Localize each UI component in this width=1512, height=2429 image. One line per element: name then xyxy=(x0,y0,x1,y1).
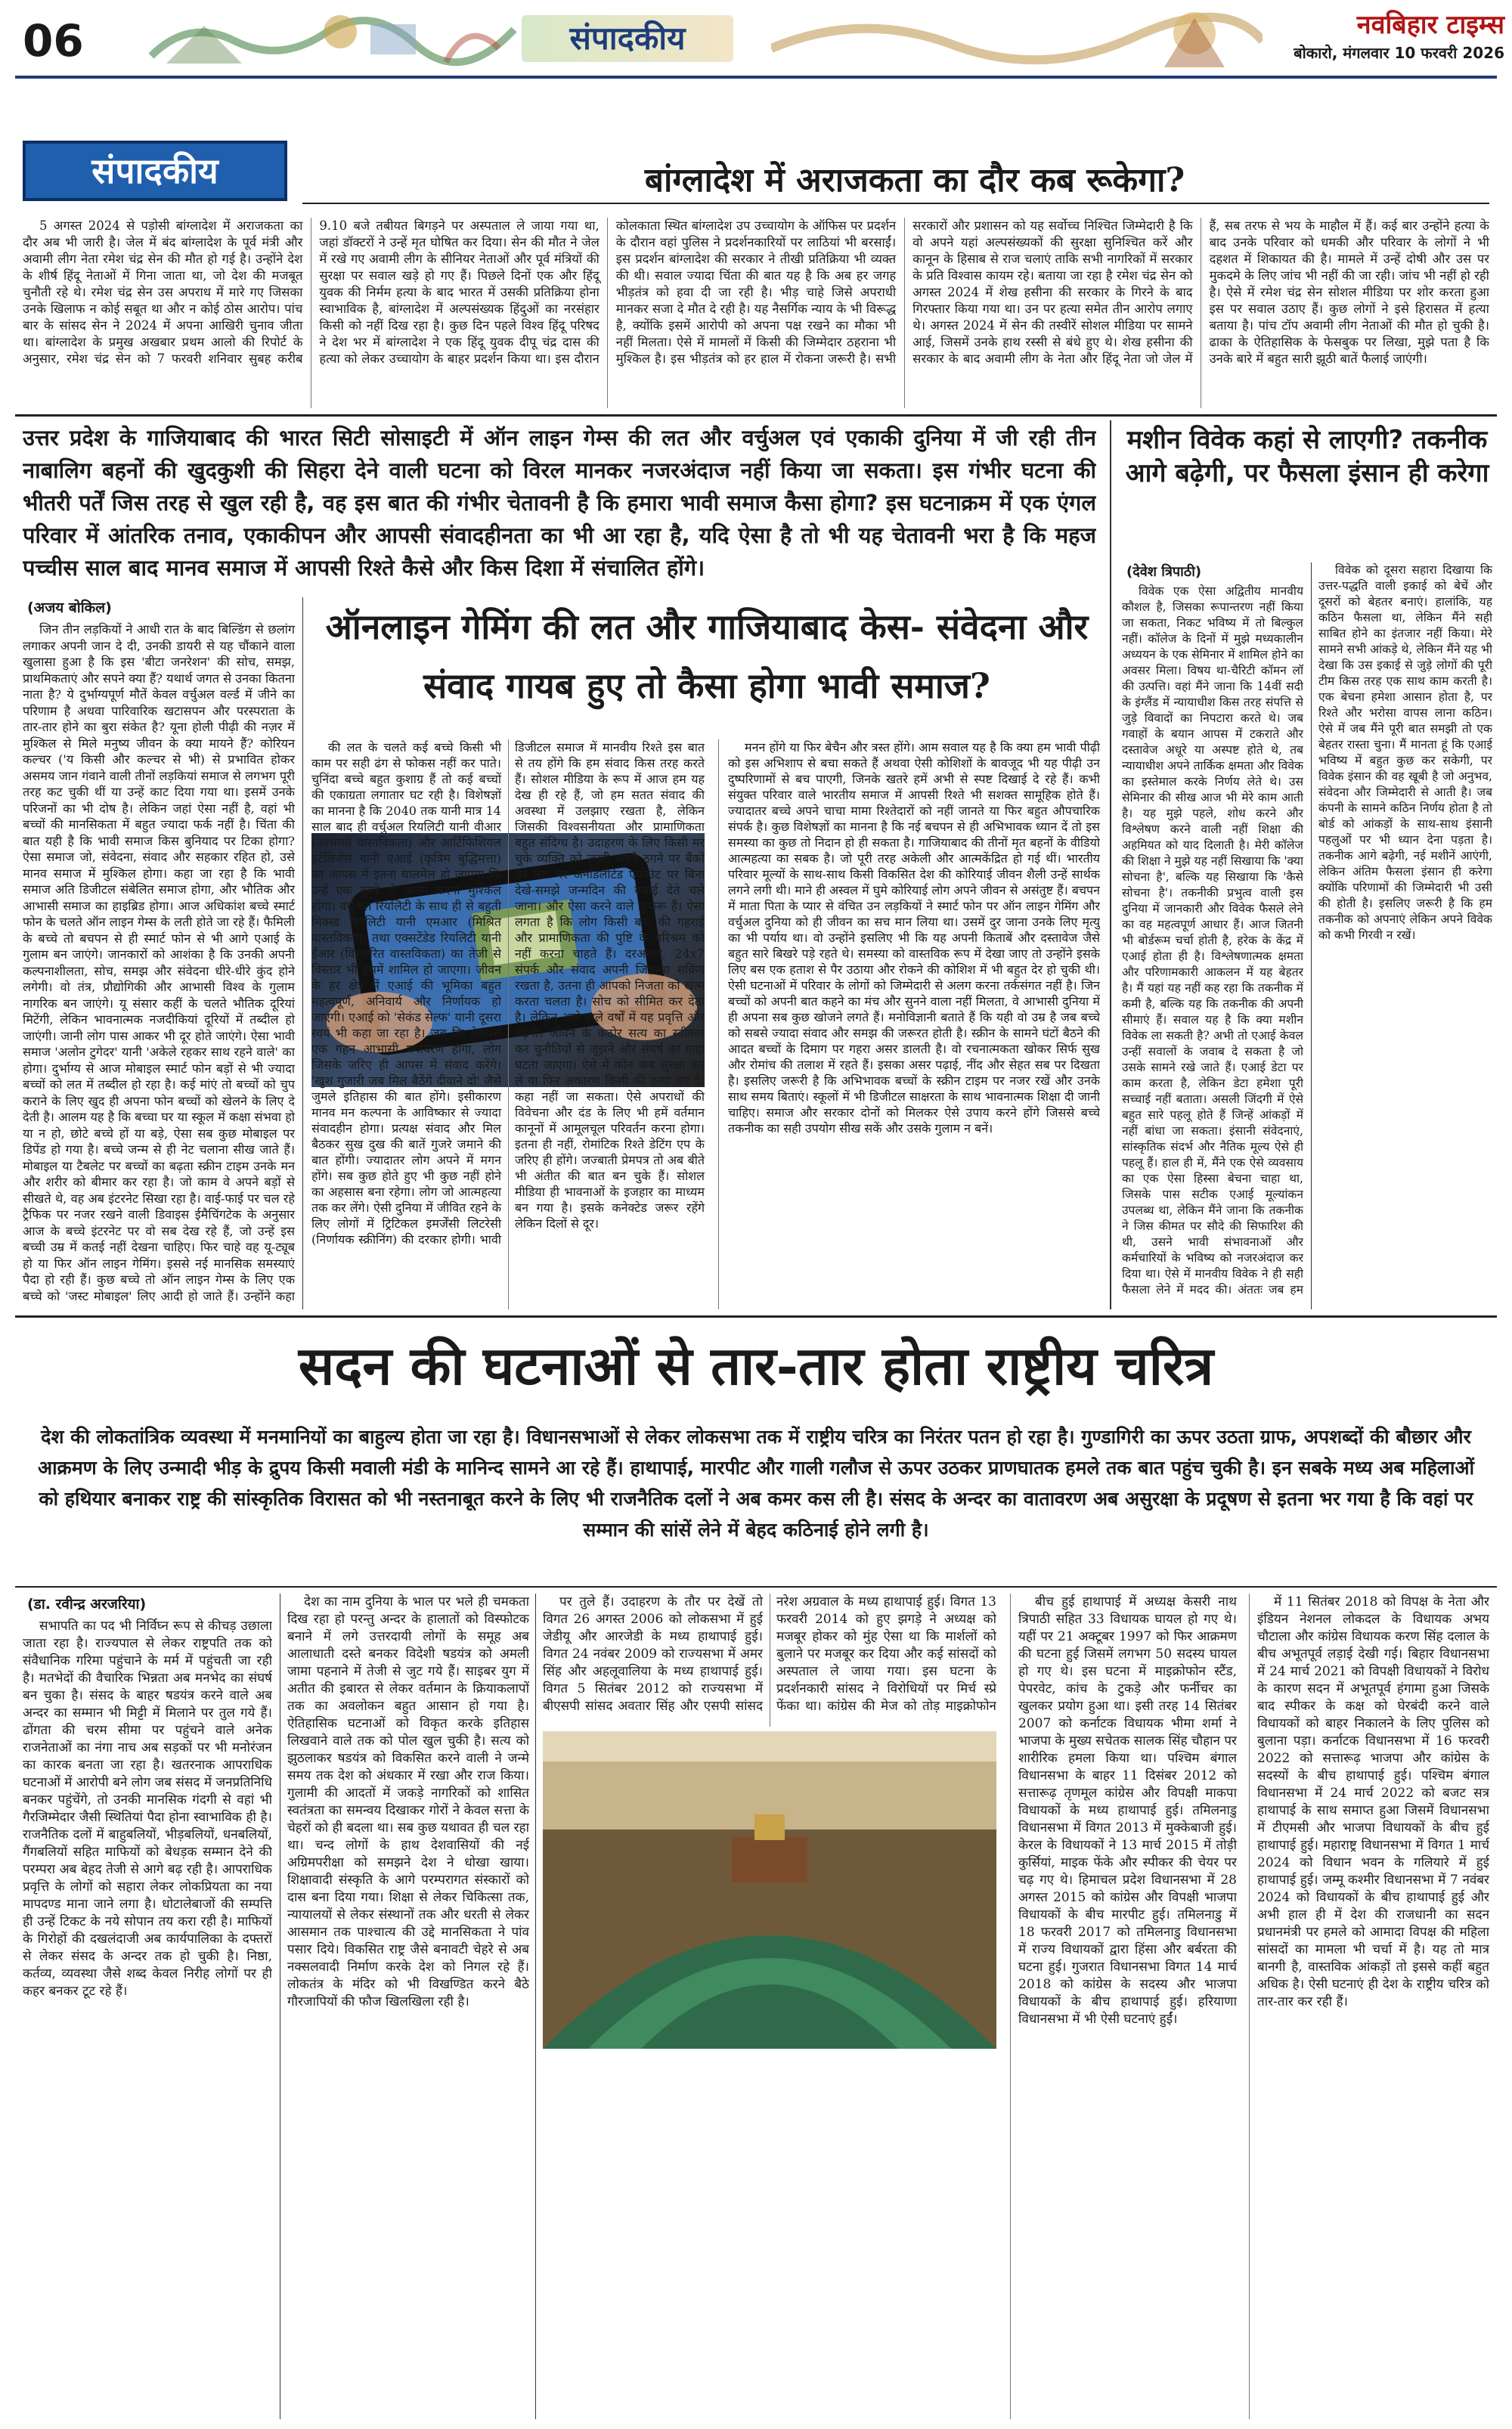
masthead-art-left xyxy=(144,3,522,71)
sidebar-text: विवेक एक ऐसा अद्वितीय मानवीय कौशल है, जिसका रूपान्तरण नहीं किया जा सकता, निकट भविष्य में तो बिल्कुल नहीं। कॉलेज के दिनों में मुझे मध्यकालीन अध्ययन के एक सेमिनार में शामिल होने का अवसर मिला। विषय था-चैरिटी कॉमन लॉ की उत्पत्ति। वहां मैंने जाना कि 14वीं सदी के इंग्लैंड में न्यायाधीश किस तरह संपत्ति से जुड़े विवादों का निपटारा करते थे। जब गवाहों के बयान आपस में टकराते और दस्तावेज अधूरे या अस्पष्ट होते थे, तब न्यायाधीश अपने तार्किक क्षमता और विवेक का इस्तेमाल करके निर्णय लेते थे। उस सेमिनार की सीख आज भी मेरे काम आती है। यह मुझे पहले, शोध करने और विश्लेषण करने वाली नहीं शिक्षा की अहमियत को याद दिलाती है। मेरी कॉलेज की शिक्षा ने मुझे यह नहीं सिखाया कि 'क्या सोचना है', बल्कि यह सिखाया कि 'कैसे सोचना है'। तकनीकी प्रभुत्व वाली इस दुनिया में जानकारी और विवेक फैसले लेने का वह महत्वपूर्ण आधार हैं। आज जितनी भी बोर्डरूम चर्चा होती है, हरेक के केंद्र में एआई होता ही है। विश्लेषणात्मक क्षमता और परिणामकारी आकलन में यह बेहतर है। मैं यहां यह नहीं कह रहा कि तकनीक में कमी है, बल्कि यह कि तकनीक की अपनी सीमाएं हैं। सवाल यह है कि क्या मशीन विवेक ला सकती है? अभी तो एआई केवल उन्हीं सवालों के जवाब दे सकता है जो उसके सामने रखे जाते हैं। एआई डेटा पर काम करता है, लेकिन डेटा हमेशा पूरी सच्चाई नहीं बताता। असली जिंदगी में ऐसे बहुत सारे पहलू होते हैं जिन्हें आंकड़ों में नहीं बांधा जा सकता। इंसानी संवेदनाएं, सांस्कृतिक संदर्भ और नैतिक मूल्य ऐसे ही पहलू हैं। हाल ही में, मैंने एक ऐसे व्यवसाय का एक ऐसा हिस्सा बेचना चाहा था, जिसके पास सटीक एआई मूल्यांकन उपलब्ध था, लेकिन मैंने जाना कि तकनीक ने जिस कीमत पर सौदे की सिफारिश की थी, उसने भावी संभावनाओं और कर्मचारियों के भविष्य को नजरअंदाज कर दिया था। ऐसे में मानवीय विवेक ने ही सही फैसला लेने में मदद की। अंततः जब हम xyxy=(1122,584,1303,1297)
lower-byline: (डा. रवीन्द्र अरजरिया) xyxy=(27,1596,147,1613)
paper-name: नवबिहार टाइम्स xyxy=(1356,10,1504,40)
page-number: 06 xyxy=(23,15,84,67)
lead-col-left xyxy=(23,621,295,1309)
lead-col-divider xyxy=(302,597,303,1309)
lead-byline: (अजय बोकिल) xyxy=(27,600,112,616)
lower-intro: देश की लोकतांत्रिक व्यवस्था में मनमानियों का बाहुल्य होता जा रहा है। विधानसभाओं से लेकर लोकसभा तक में राष्ट्रीय चरित्र का निरंतर पतन हो रहा है। गुण्डागिरी का ऊपर उठता ग्राफ, अपशब्दों की बौछार और आक्रमण के लिए उन्मादी भीड़ के द्रुपय किसी मवाली मंडी के मानिन्द सामने आ रहे हैं। हाथापाई, मारपीट और गाली गलौज से ऊपर उठकर प्राणघातक हमले तक बात पहुंच चुकी है। इन सबके मध्य अब महिलाओं को हथियार बनाकर राष्ट्र की सांस्कृतिक विरासत को भी नस्तनाबूत करने के लिए भी राजनैतिक दलों ने अब कमर कस ली है। संसद के अन्दर का वातावरण अब असुरक्षा के प्रदूषण से इतना भर गया है कि वहां पर सम्मान की सांसें लेने में बेहद कठिनाई होने लगी है। xyxy=(37,1426,1475,1541)
sidebar-text-2: विवेक को दूसरा सहारा दिखाया कि उत्तर-पद्धति वाली इकाई को बेचें और दूसरों को बेहतर बनाएं। हालांकि, यह कठिन फैसला था, लेकिन मैंने सही साबित होने का इंतजार नहीं किया। मेरे सामने सभी आंकड़े थे, लेकिन मैंने यह भी देखा कि उस इकाई से जुड़े लोगों की पूरी टीम किस तरह एक साथ काम करती है। एक बेचना हमेशा आसान होता है, पर रिश्ते और भरोसा वापस लाना कठिन। ऐसे में जब मैंने पूरी बात समझी तो एक बेहतर रास्ता चुना। मैं मानता हूं कि एआई भविष्य में बहुत कुछ कर सकेगी, पर विवेक इंसान की वह खूबी है जो अनुभव, संवेदना और जिम्मेदारी से आती है। जब कंपनी के सामने कठिन निर्णय होता है तो बोर्ड को आंकड़ों के साथ-साथ इंसानी पहलुओं पर भी ध्यान देना पड़ता है। तकनीक आगे बढ़ेगी, नई मशीनें आएंगी, लेकिन अंतिम फैसला इंसान ही करेगा क्योंकि परिणामों की जिम्मेदारी भी उसी की होती है। इसलिए जरूरी है कि हम तकनीक को अपनाएं लेकिन अपने विवेक को कभी गिरवी न रखें। xyxy=(1318,563,1492,942)
masthead-rule xyxy=(15,76,1497,79)
lower-col-5-text: में 11 सितंबर 2018 को विपक्ष के नेता और इंडियन नेशनल लोकदल के विधायक अभय चौटाला और कांग्रेस विधायक करण सिंह दलाल के बीच अभूतपूर्व लड़ाई देखी गई। बिहार विधानसभा में 24 मार्च 2021 को विपक्षी विधायकों ने विरोध के कारण सदन में अभूतपूर्व हंगामा हुआ जिसके बाद स्पीकर के कक्ष को घेरबंदी करने वाले विधायकों को बाहर निकालने के लिए पुलिस को बुलाना पड़ा। कर्नाटक विधानसभा में 16 फरवरी 2022 को सत्तारूढ़ भाजपा और कांग्रेस के सदस्यों के बीच हाथापाई हुई। पश्चिम बंगाल विधानसभा में 24 मार्च 2022 को बजट सत्र हाथापाई के साथ समाप्त हुआ जिसमें विधानसभा में टीएमसी और भाजपा विधायकों के बीच हुई हाथापाई हुई। महाराष्ट्र विधानसभा में विगत 1 मार्च 2024 को विधान भवन के गलियारे में हुई हाथापाई हुई। जम्मू कश्मीर विधानसभा में 7 नवंबर 2024 को विधायकों के बीच हाथापाई हुई और अभी हाल ही में देश की राजधानी का सदन प्रधानमंत्री पर हमले को आमादा विपक्ष की महिला सांसदों का मामला भी चर्चा में है। यह तो मात्र बानगी है, वास्तविक आंकड़ों तो इससे कहीं बहुत अधिक है। ऐसी घटनाएं ही देश के राष्ट्रीय चरित्र को तार-तार कर रही हैं। xyxy=(1257,1594,1489,2009)
lower-col-5 xyxy=(1249,1594,1489,2419)
lower-intro-rule xyxy=(15,1586,1497,1588)
lower-col-4-text: बीच हुई हाथापाई में अध्यक्ष केसरी नाथ त्रिपाठी सहित 33 विधायक घायल हो गए थे। यहीं पर 21 अक्टूबर 1997 को फिर आक्रमण की घटना हुई जिसमें लगभग 50 सदस्य घायल हो गए थे। इस घटना में माइक्रोफोन स्टैंड, पेपरवेट, कांच के टुकड़े और फर्नीचर का खुलकर प्रयोग हुआ था। इसी तरह 14 सितंबर 2007 को कर्नाटक विधायक भीमा शर्मा ने भाजपा के मुख्य सचेतक सालक सिंह चौहान पर शारीरिक हमला किया था। पश्चिम बंगाल विधानसभा के बाहर 11 दिसंबर 2012 को सत्तारूढ़ तृणमूल कांग्रेस और विपक्षी माकपा विधायकों के मध्य हाथापाई हुई। तमिलनाडु विधानसभा में विगत 2013 में मुक्केबाजी हुई। केरल के विधायकों ने 13 मार्च 2015 में तोड़ी कुर्सियां, माइक फेंके और स्पीकर की चेयर पर चढ़ गए थे। हिमाचल प्रदेश विधानसभा में 28 अगस्त 2015 को कांग्रेस और विपक्षी भाजपा विधायकों के बीच मारपीट हुई। तमिलनाडु में 18 फरवरी 2017 को तमिलनाडु विधानसभा में राज्य विधायकों द्वारा हिंसा और बर्बरता की घटना हुई। गुजरात विधानसभा विगत 14 मार्च 2018 को कांग्रेस के सदस्य और भाजपा विधायकों के बीच हाथापाई हुई। हरियाणा विधानसभा में भी ऐसी घटनाएं हुईं। xyxy=(1018,1594,1237,2027)
masthead xyxy=(0,0,1512,76)
lead-intro: उत्तर प्रदेश के गाजियाबाद की भारत सिटी सोसाइटी में ऑन लाइन गेम्स की लत और वर्चुअल एवं एकाकी दुनिया में जी रही तीन नाबालिग बहनों की खुदकुशी की सिहरा देने वाली घटना को विरल मानकर नजरअंदाज नहीं किया जा सकता। इस गंभीर घटना की भीतरी पर्तें जिस तरह से खुल रही है, वह इस बात की गंभीर चेतावनी है कि हमारा भावी समाज कैसा होगा? इस घटनाक्रम में एक एंगल परिवार में आंतरिक तनाव, एकाकीपन और आपसी संवादहीनता का भी आ रहा है, यदि ऐसा है तो भी यह चेतावनी भरा है कि महज पच्चीस साल बाद मानव समाज में आपसी रिश्ते कैसे और किस दिशा में संचालित होंगे। xyxy=(23,425,1096,581)
editorial-paragraph: 5 अगस्त 2024 से पड़ोसी बांग्लादेश में अराजकता का दौर अब भी जारी है। जेल में बंद बांग्लादेश के पूर्व मंत्री और अवामी लीग नेता रमेश चंद्र सेन की मौत हो गई है। उन्होंने देश के शीर्ष हिंदू नेताओं में गिना जाता था, जो देश की मजबूत चुनौती रहे थे। रमेश चंद्र सेन उस अपराध में मारे गए जिसका उनके खिलाफ न कोई सबूत था और न कोई ठोस आरोप। पांच बार के सांसद सेन ने 2024 में अपना आखिरी चुनाव जीता था। बांग्लादेश के प्रमुख अखबार प्रथम आलो की रिपोर्ट के अनुसार, रमेश चंद्र सेन को 7 फरवरी शनिवार सुबह करीब 9.10 बजे तबीयत बिगड़ने पर अस्पताल ले जाया गया था, जहां डॉक्टरों ने उन्हें मृत घोषित कर दिया। सेन की मौत ने जेल में रखे गए अवामी लीग के सीनियर नेताओं और पूर्व मंत्रियों की सुरक्षा पर सवाल खड़े हो गए हैं। पिछले दिनों एक और हिंदू युवक की निर्मम हत्या के बाद भारत में उसकी प्रतिक्रिया होना स्वाभाविक है, बांग्लादेश में अल्पसंख्यक हिंदुओं का नरसंहार किसी को नहीं दिख रहा है। कुछ दिन पहले विश्व हिंदू परिषद ने देश भर में बांग्लादेश ने एक हिंदू युवक दीपू चंद्र दास की हत्या को लेकर उच्चायोग के बाहर प्रदर्शन किया था। इस दौरान कोलकाता स्थित बांग्लादेश उप उच्चायोग के ऑफिस पर प्रदर्शन के दौरान वहां पुलिस ने प्रदर्शनकारियों पर लाठियां भी बरसाईं। इस प्रदर्शन बांग्लादेश की सरकार ने तीखी प्रतिक्रिया भी व्यक्त की थी। सवाल ज्यादा चिंता की बात यह है कि अब हर जगह भीड़तंत्र को हवा दी जा रही है। भीड़ चाहे जिसे अपराधी मानकर सजा दे मौत दे रही है। यह नैसर्गिक न्याय के भी विरूद्ध है, क्योंकि इसमें आरोपी को अपना पक्ष रखने का मौका भी नहीं मिलता। ऐसे में मामलों में किसी की जिम्मेदार ठहराना भी मुश्किल है। इस भीड़तंत्र को हर हाल में रोकना जरूरी है। सभी सरकारों और प्रशासन को यह सर्वोच्च निश्चित जिम्मेदारी है कि वो अपने यहां अल्पसंख्यकों की सुरक्षा सुनिश्चित करें और कानून के हिसाब से राज चलाएं ताकि सभी नागरिकों में सरकार के प्रति विश्वास कायम रहे। बताया जा रहा है रमेश चंद्र सेन को अगस्त 2024 में शेख हसीना की सरकार के गिरने के बाद गिरफ्तार किया गया था। उन पर हत्या समेत तीन आरोप लगाए थे। अगस्त 2024 में सेन की तस्वीरें सोशल मीडिया पर सामने आई, जिसमें उनके हाथ रस्सी से बंधे हुए थे। शेख हसीना की सरकार के बाद अवामी लीग के नेता और हिंदू नेता जो जेल में हैं, सब तरफ से भय के माहौल में हैं। कई बार उन्होंने हत्या के बाद उनके परिवार को धमकी और परिवार के लोगों ने भी दहशत में शिकायत की है। मामले में उन्हें दोषी और उस पर मुकदमे के लिए जांच भी नहीं की जा रही। जांच भी नहीं हो रही है। ऐसे में रमेश चंद्र सेन सोशल मीडिया पर शोर करता हुआ इस पर सवाल उठाए हैं। कुछ लोगों ने इसे हिरासत में हत्या बताया है। पांच टॉप अवामी लीग नेताओं की मौत हो चुकी है। ढाका के ऐतिहासिक के फेसबुक पर लिखा, मुझे पता है कि उनके बारे में बहुत सारी झूठी बातें फैलाई जाएंगी। xyxy=(23,218,1489,366)
section-title: संपादकीय xyxy=(569,20,686,57)
editorial-headline-rule xyxy=(302,203,1489,204)
parliament-photo xyxy=(543,1731,996,2049)
decorative-artwork-right xyxy=(771,3,1263,71)
lower-col-3-top: पर तुले हैं। उदाहरण के तौर पर देखें तो विगत 26 अगस्त 2006 को लोकसभा में हुई जेडीयू और आरजेडी के मध्य हाथापाई हुई। विगत 24 नवंबर 2009 को राज्यसभा में अमर सिंह और अहलूवालिया के मध्य हाथापाई हुई। विगत 5 सितंबर 2012 को राज्यसभा में बीएसपी सांसद अवतार सिंह और एसपी सांसद नरेश अग्रवाल के मध्य हाथापाई हुई। विगत 13 फरवरी 2014 को हुए झगड़े ने अध्यक्ष को मजबूर होकर को मुंह ऐसा था कि मार्शलों को बुलाने पर मजबूर कर दिया और कई सांसदों को अस्पताल ले जाया गया। इस घटना के प्रदर्शनकारी सांसद ने विरोधियों पर मिर्च स्प्रे फेंका था। कांग्रेस की मेज को तोड़ माइक्रोफोन xyxy=(543,1594,996,1714)
lead-col-left-text: जिन तीन लड़कियों ने आधी रात के बाद बिल्डिंग से छलांग लगाकर अपनी जान दे दी, उनकी डायरी से यह चौंकाने वाला खुलासा हुआ है कि इस 'बीटा जनरेशन' की सोच, समझ, प्राथमिकताएं और सपने क्या हैं? यथार्थ जगत से उनका कितना नाता है? ये दुर्भाग्यपूर्ण मौतें केवल वर्चुअल वर्ल्ड में जीने का परिणाम है अथवा पारिवारिक खटासपन और परस्पराता के तार-तार होने का बुरा संकेत है? यूना होली पीढ़ी की नज़र में मुश्किल से मिले मनुष्य जीवन के क्या मायने हैं? कोरियन कल्चर ('य किसी और कल्चर से भी) से प्रभावित होकर असमय जान गंवाने वाली तीनों लड़कियां समाज से लगभग पूरी तरह कट चुकी थीं या उन्हें काट दिया गया था। इसमें उनके परिजनों का भी दोष है। लेकिन जहां ऐसा नहीं है, वहां भी बच्चों की मानसिकता में बहुत ज्यादा फर्क नहीं है। चिंता की बात यही है कि भावी समाज किस बुनियाद पर टिका होगा? ऐसा समाज जो, संवेदना, संवाद और सहकार रहित हो, उसे मानव समाज में मुश्किल होगा। कहा जा रहा है कि भावी समाज अति डिजीटल संबेलित समाज होगा, और भौतिक और आभासी समाज का हाइब्रिड होगा। आज अधिकांश बच्चे स्मार्ट फोन के चलते ऑन लाइन गेम्स के लती होते जा रहे हैं। फैमिली के बच्चे तो बचपन से ही स्मार्ट फोन से भी आगे एआई के गुलाम बन जाएंगे। जानकारों को आशंका है कि उनकी अपनी कल्पनाशीलता, सोच, समझ और संवेदना धीरे-धीरे कुंद होने लगेगी। वो तंत्र, प्रौद्योगिकी और आभासी विश्व के गुलाम नागरिक बन जाएंगे। यू संसार कहीं के चलते भौतिक दूरियां मिटेंगी, लेकिन भावनात्मक नजदीकियां दूरियों में तब्दील हो जाएंगी। जानी लोग पास आकर भी दूर होते जाएंगे। ऐसा भावी समाज 'अलोन टुगेदर' यानी 'अकेले रहकर साथ रहने वाले' का होगा। दुर्भाग्य से आज मोबाइल स्मार्ट फोन बड़ों से भी ज्यादा बच्चों को लत में तब्दील हो रहा है। कई मांएं तो बच्चों को चुप कराने के लिए खुद ही अपना फोन बच्चों को खेलने के लिए दे देती है। आलम यह है कि बच्चा घर या स्कूल में कक्षा संभवा हो या न हो, छोटे बच्चे हों या बड़े, ऐसा सब कुछ मोबाइल पर डिपेंड हो गया है। बच्चे जन्म से ही नेट चलाना सीख जाते हैं। मोबाइल या टैबलेट पर बच्चों का बढ़ता स्क्रीन टाइम उनके मन और शरीर को बीमार कर रहा है। जो काम वे अपने बड़ों से सीखते थे, वह अब इंटरनेट सिखा रहा है। वाई-फाई पर चल रहे ट्रैफिक पर नजर रखने वाली डिवाइस ईमैचिंगटेक के अनुसार आज के बच्चे इंटरनेट पर वो सब देख रहे हैं, जो उन्हें इस बच्ची उम्र में कतई नहीं देखना चाहिए। फिर चाहे वह यू-ट्यूब हो या फिर ऑन लाइन गेमिंग। इससे नई मानसिक समस्याएं पैदा हो रही हैं। कुछ बच्चे तो ऑन लाइन गेम्स के लिए एक बच्चे को 'जस्ट मोबाइल' लिए आदी हो जाते हैं। उन्होंने कहा xyxy=(23,622,295,1303)
masthead-art-right xyxy=(771,3,1263,71)
lower-col-3-bottom-spacer xyxy=(543,2056,996,2419)
section-divider-1 xyxy=(15,414,1497,417)
parliament-chamber-illustration xyxy=(543,1731,996,2049)
sidebar-col-1 xyxy=(1122,584,1303,1309)
sidebar-col-2 xyxy=(1318,562,1492,1309)
editorial-headline: बांग्लादेश में अराजकता का दौर कब रूकेगा? xyxy=(644,161,1185,200)
lead-col-mid-text: की लत के चलते कई बच्चे किसी भी काम पर सही ढंग से फोकस नहीं कर पाते। चुनिंदा बच्चे बहुत कुशाग्र हैं तो कई बच्चों की एकाग्रता लगातार घट रही है। विशेषज्ञों का मानना है कि 2040 तक यानी मात्र 14 साल बाद ही वर्चुअल रियलिटी यानी वीआर (आभासी वास्तविकता) और आर्टिफिशियल इंटेलिजेंस यानी एआई (कृत्रिम बुद्धिमत्ता) का आपस में इतना घालमेल हो जाएगा कि उन्हें एक दूसरे से अलग करना मुश्किल होगा। वर्चुअल रियलिटी के साथ ही से बहुती मिक्स्ड रियलिटी यानी एमआर (मिश्रित वास्तविकता) तथा एक्सटेंडेड रियलिटी यानी ईआर (विस्तारित वास्तविकता) का तेजी से विस्तार भी इसमें शामिल हो जाएगा। जीवन के हर क्षेत्र में एआई की भूमिका बहुत महत्वपूर्ण, अनिवार्य और निर्णायक हो जाएगी। एआई को 'सेकंड सेल्फ' यानी दूसरा स्वयं भी कहा जा रहा है। जब कि मेटावर्स एक गहन आभासी पर्यावरण होगा, लोग जिसके जरिए ही आपस में संवाद करेंगे। 'खुश गुजारी जब मिल बैठेंगे दीवाने दो' जैसे जुमले इतिहास की बात होंगे। इसीकारण मानव मन कल्पना के आविष्कार से ज्यादा संवादहीन होगा। प्रत्यक्ष संवाद और मिल बैठकर सुख दुख की बातें गुजरे जमाने की बात होंगी। ज्यादातर लोग अपने में मगन होंगे। सब कुछ होते हुए भी कुछ नहीं होने का अहसास बना रहेगा। लोग जो आत्महत्या तक कर लेंगे। ऐसी दुनिया में जीवित रहने के लिए लोगों में ट्रिटिकल इमर्जेंसी लिटरेसी (निर्णायक स्क्रीनिंग) की दरकार होगी। भावी डिजीटल समाज में मानवीय रिश्ते इस बात से तय होंगे कि हम संवाद किस तरह करते हैं। सोशल मीडिया के रूप में आज हम यह देख ही रहे हैं, जो हम सतत संवाद की अवस्था में उलझाए रखता है, लेकिन जिसकी विश्वसनीयता और प्रामाणिकता बहुत संदिग्ध है। उदाहरण के लिए किसी मर चुके व्यक्ति को जस्टी अपने ठगने पर बैंकों को मेटा पर अनडिलीटेड एकाउंट पर बिना देखे-समझे जन्मदिन की बधाई देते चले जाना। और ऐसा करने वाले फुफेरू हैं। ऐसा लगता है कि लोग किसी बात की गहराई और प्रामाणिकता की पुष्टि के परिश्रम को नहीं करना चाहते हैं। दरअसल, 24x7 संपर्क और संवाद अपनी जिज्ञासा सक्रिय रखता है, उतना ही आपको निजता को खत्म करता चलता है। सोच को सीमित कर देता है। लेकिन आने वाले वर्षों में यह प्रवृत्ति और बढ़ेगी। जीवन के कठोर सत्य का स्वीकार कर चुनौतियों से जूझने और संघर्ष का माद्दा घटता जाएगा। ऐसे में कोन कब सुरक्षा कर ले या फिर अकारण किसी की हत्या कर दे, कहा नहीं जा सकता। ऐसे अपराधों की विवेचना और दंड के लिए भी हमें वर्तमान कानूनों में आमूलचूल परिवर्तन करना होगा। इतना ही नहीं, रोमांटिक रिश्ते डेटिंग एप के जरिए ही होंगे। जज्बाती प्रेमपत्र तो अब बीते भी अंतीत की बात बन चुके हैं। सोशल मीडिया ही भावनाओं के इजहार का माध्यम बन गया है। इसके कनेक्टेड जरूर रहेंगे लेकिन दिलों से दूर। xyxy=(311,740,705,1247)
editorial-label: संपादकीय xyxy=(91,150,218,191)
lower-col-1-text: सभापति का पद भी निर्विघ्न रूप से कीचड़ उछाला जाता रहा है। राज्यपाल से लेकर राष्ट्रपति तक को संवैधानिक गरिमा पहुंचाने के मर्म में पहुंचती जा रही है। मतभेदों की वैचारिक भिन्नता अब मनभेद का संघर्ष बन चुका है। संसद के बाहर षडयंत्र करने वाले अब अन्दर का सम्मान भी मिट्टी में मिलाने पर तुल गये हैं। ढोंगता की चरम सीमा पर पहुंचने वाले अनेक राजनेताओं का नंगा नाच अब सड़कों पर भी मनोरंजन का कारक बनता जा रहा है। खतरनाक आपराधिक घटनाओं में आरोपी बने लोग जब संसद में जनप्रतिनिधि बनकर पहुंचेंगे, तो उनकी मानसिक गंदगी से वहां भी गैरजिम्मेदार जैसी स्थितियां पैदा होना स्वाभाविक ही है। राजनैतिक दलों में बाहुबलियों, भीड़बलियों, धनबलियों, गैंगबलियों सहित माफियों को बेधड़क सम्मान देने की परम्परा अब बेहद तेजी से आगे बढ़ रही है। आपराधिक प्रवृत्ति के लोगों को सहारा लेकर लोकप्रियता का नया मापदण्ड माना जाने लगा है। धोटालेबाजों की सम्पत्ति ही उन्हें टिकट के नये सोपान तय करा रही है। माफियों के गिरोहों की दखलंदाजी अब कार्यपालिका के दफ्तरों से लेकर संसद के अन्दर तक हो चुकी है। निष्ठा, कर्तव्य, व्यवस्था जैसे शब्द केवल निरीह लोगों पर ही कहर बनकर टूट रहे हैं। xyxy=(23,1619,272,1999)
lower-col-4 xyxy=(1010,1594,1237,2419)
lower-col-3 xyxy=(543,1594,996,1727)
lead-sidebar-divider xyxy=(1110,420,1111,1309)
lower-col-1 xyxy=(23,1618,272,2419)
sidebar-byline: (देवेश त्रिपाठी) xyxy=(1126,564,1202,580)
sidebar-col-divider xyxy=(1311,562,1312,1309)
lower-col-2 xyxy=(287,1594,529,2419)
lead-col-right-text: मनन होंगे या फिर बेचैन और त्रस्त होंगे। आम सवाल यह है कि क्या हम भावी पीढ़ी को इस अभिशाप से बचा सकते हैं अथवा ऐसी कोशिशों के बावजूद भी यह पीढ़ी उन दुष्परिणामों से बच पाएगी, जिनके खतरे हमें अभी से स्पष्ट दिखाई दे रहे हैं। कभी संयुक्त परिवार वाले भारतीय समाज में आपसी रिश्ते भी सशक्त सामूहिक होते हैं। ज्यादातर बच्चे अपने चाचा मामा रिश्तेदारों को नहीं जानते या फिर बहुत औपचारिक संपर्क है। कुछ विशेषज्ञों का मानना है कि नई बचपन से ही अभिभावक ध्यान दें तो इस समस्या का कुछ तो निदान हो ही सकता है। गाजियाबाद की तीनों मृत बहनों के वीडियो आत्महत्या का सबक है। जो पूरी तरह अकेली और आत्मकेंद्रित हो गई थीं। भारतीय परिवार मूल्यों के साथ-साथ किसी विकसित देश की कोरियाई जीवन शैली उन्हें सार्थक लगने लगी थी। माने ही अस्वल में घुमे कोरियाई लोग अपने जीवन से असंतुष्ट हैं। बचपन में माता पिता के प्यार से वंचित उन लड़कियों ने स्मार्ट फोन पर ऑन लाइन गेमिंग और वर्चुअल दुनिया को ही जीवन का सच मान लिया था। उसमें दुर जाना उनके लिए मृत्यु का भी पर्याय था। वो उन्होंने इसलिए भी कि यह अपनी किताबें और दस्तावेज जैसे बहुत सारे बिखरे पड़े रहते थे। समस्या को वास्तविक रूप में देखा जाए तो उन्होंने इसके लिए बस एक हताश से पैर उठाया और रोकने की कोशिश में भी बहुत देर हो चुकी थी। ऐसी घटनाओं में परिवार के लोगों को जिम्मेदारी से अलग करना तर्कसंगत नहीं है। जिन बच्चों को अपनी बात कहने का मंच और सुनने वाला नहीं मिलता, वे आभासी दुनिया में ही अपना सब कुछ खोजने लगते हैं। मनोविज्ञानी बताते हैं कि यही वो उम्र है जब बच्चे को सबसे ज्यादा संवाद और समझ की जरूरत होती है। स्क्रीन के सामने घंटों बैठने की आदत बच्चों के दिमाग पर गहरा असर डालती है। वो रचनात्मकता खोकर सिर्फ सुख और रोमांच की तलाश में रहते हैं। इसका असर पढ़ाई, नींद और सेहत सब पर दिखता है। इसलिए जरूरी है कि अभिभावक बच्चों के स्क्रीन टाइम पर नजर रखें और उनके साथ समय बिताएं। स्कूलों में भी डिजीटल साक्षरता के साथ भावनात्मक शिक्षा दी जानी चाहिए। समाज और सरकार दोनों को मिलकर ऐसे उपाय करने होंगे जिससे बच्चे तकनीक का सही उपयोग सीख सकें और उसके गुलाम न बनें। xyxy=(728,740,1100,1135)
lower-col-2-text: देश का नाम दुनिया के भाल पर भले ही चमकता दिख रहा हो परन्तु अन्दर के हालातों को विस्फोटक बनाने में लगे उत्तरदायी लोगों के समूह अब आलाधाती दस्ते बनकर विदेशी षडयंत्र को अमली जामा पहनाने में तेजी से जुट गये हैं। साइबर युग में अतीत की इबारत से लेकर वर्तमान के क्रियाकलापों तक का अवलोकन बहुत आसान हो गया है। ऐतिहासिक घटनाओं को विकृत करके इतिहास लिखवाने वाले तक को पोल खुल चुकी है। सत्य को झुठलाकर षडयंत्र को विकसित करने वाली ने जन्मे समय तक देश को अंधकार में रखा और राज किया। गुलामी की आदतों में जकड़े नागरिकों को शासित स्वतंत्रता का समन्वय दिखाकर गोरों ने केवल सत्ता के चेहरों को ही बदला था। सब कुछ यथावत ही चल रहा था। चन्द लोगों के हाथ देशवासियों की नई अग्रिमपरीक्षा को समझने देश ने धोखा खाया। शिक्षावादी संस्कृति के आगे परम्परागत संस्कारों को दास बना दिया गया। शिक्षा से लेकर चिकित्सा तक, न्यायालयों से लेकर संस्थानों तक और धरती से लेकर आसमान तक पाश्चात्य की उद्दे मानसिकता ने पांव पसार दिये। विकसित राष्ट्र जैसे बनावटी चेहरे से अब नक्सलवादी निर्माण करके देश को निगल रहे हैं। लोकतंत्र के मंदिर को भी विखण्डित करने बैठे गौरजापियों की फौज खिलखिला रही है। xyxy=(287,1594,529,2009)
lead-headline: ऑनलाइन गेमिंग की लत और गाजियाबाद केस- संवेदना और संवाद गायब हुए तो कैसा होगा भावी समाज? xyxy=(325,606,1089,706)
decorative-artwork-left xyxy=(144,3,522,71)
sidebar-headline: मशीन विवेक कहां से लाएगी? तकनीक आगे बढ़ेगी, पर फैसला इंसान ही करेगा xyxy=(1125,425,1489,488)
section-title-banner xyxy=(522,15,733,62)
lower-divider-2 xyxy=(535,1594,536,2419)
dateline: बोकारो, मंगलवार 10 फरवरी 2026 xyxy=(1294,44,1504,62)
editorial-label-box xyxy=(23,141,287,201)
lead-col-right xyxy=(718,739,1100,1309)
lower-headline: सदन की घटनाओं से तार-तार होता राष्ट्रीय चरित्र xyxy=(298,1334,1214,1397)
section-divider-2 xyxy=(15,1315,1497,1318)
editorial-body xyxy=(23,218,1489,408)
lead-col-mid xyxy=(311,739,705,1309)
